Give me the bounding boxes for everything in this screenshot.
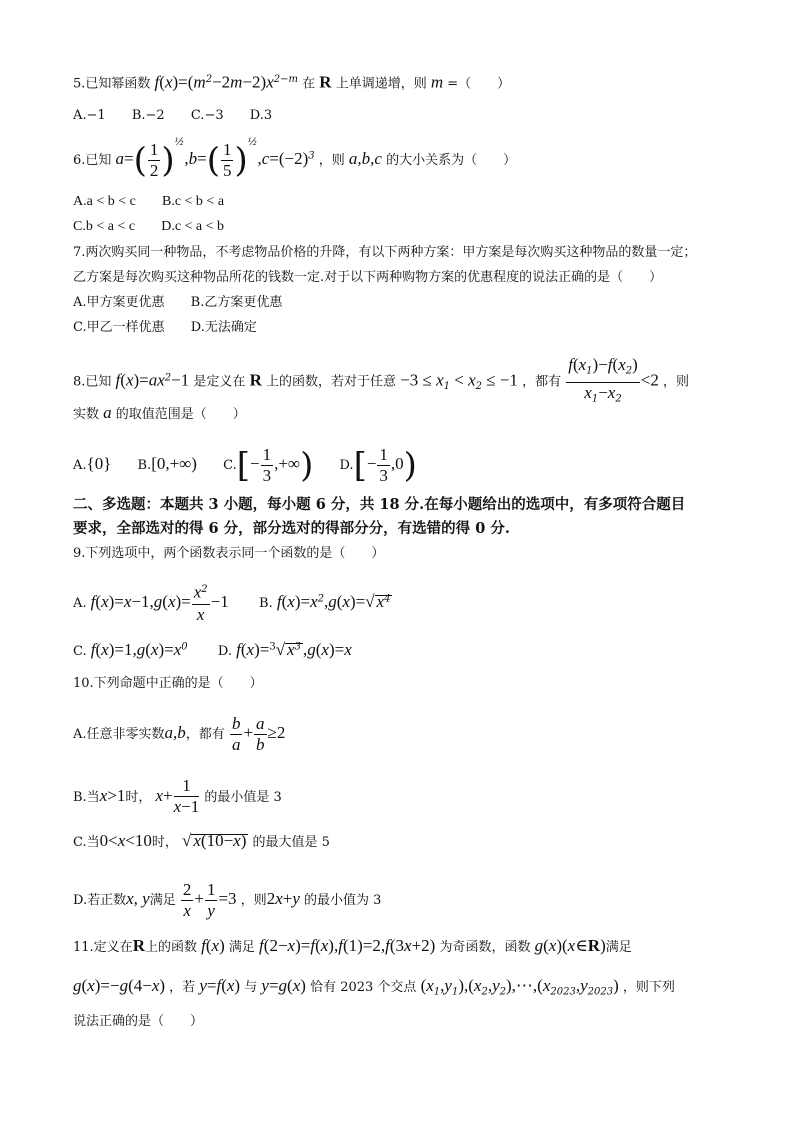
q8-option-c[interactable]: C.[− $\frac{1}{3}$ ,+∞) — [223, 445, 314, 486]
q6-stem: 6.已知 a=( $\frac{1}{2}$ )$^{\frac{1}{2}}$,b=( $\frac{1}{5}$ )$^{\frac{1}{2}},c=(-2)^3$ ，则 a,b,c 的大小关系为（ ） — [73, 136, 517, 181]
q5-options — [73, 108, 272, 124]
q8-line2: 实数 a 的取值范围是（ ） — [73, 403, 246, 422]
q10-option-b[interactable]: B.当x>1时， x+ $\frac{1}{x-1}$ 的最小值是 3 — [73, 776, 282, 816]
q10-option-a[interactable]: A.任意非零实数a,b，都有 $\frac{b}{a}$ + $\frac{a}{b}$ ≥2 — [73, 714, 286, 754]
q6-option-c[interactable]: C.b < a < c — [73, 219, 136, 234]
q5-formula: f — [154, 72, 160, 92]
q5-option-c[interactable]: C.−3 — [190, 108, 224, 123]
q8-option-a[interactable]: A.{0} — [73, 454, 112, 473]
section2-heading-line2: 要求，全部选对的得 6 分，部分选对的得部分分，有选错的得 0 分. — [73, 520, 510, 537]
q6-option-d[interactable]: D.c < a < b — [161, 219, 225, 234]
q5-option-d[interactable]: D.3 — [249, 108, 273, 123]
q7-option-b[interactable]: B.乙方案更优惠 — [190, 295, 283, 310]
q8-stem: 8.已知 $f(x)=ax^2-1$ 是定义在 R 上的函数，若对于任意 $-3 \le x_1 < x_2 \le -1$ ，都有 $\frac{f(x_1)-f(x_2)}{x_1-x_2}$ <2 ，则 — [73, 355, 690, 405]
q7-options-row2 — [73, 320, 257, 336]
q6-options-row2 — [73, 219, 224, 235]
q7-option-d[interactable]: D.无法确定 — [190, 320, 257, 335]
q5-stem: 5.已知幂函数 $f(x)=(m^2-2m-2)x^{2-m}$ 在 R 上单调递增，则 m =（ ） — [73, 72, 511, 92]
q10-stem: 10.下列命题中正确的是（ ） — [73, 676, 263, 691]
q9-option-c[interactable]: C. $f(x)=1,g(x)=x^0$ — [73, 640, 188, 660]
q6-options-row1 — [73, 194, 224, 210]
q9-stem: 9.下列选项中，两个函数表示同一个函数的是（ ） — [73, 546, 385, 561]
q9-option-b[interactable]: B. $f(x)=x^2,g(x)=√$ $x^4$ — [259, 592, 391, 612]
q5-lead: 5.已知幂函数 — [73, 76, 151, 92]
q7-option-a[interactable]: A.甲方案更优惠 — [73, 295, 165, 310]
q6-option-a[interactable]: A.a < b < c — [73, 194, 136, 209]
q5-option-b[interactable]: B.−2 — [131, 108, 165, 123]
q8-option-b[interactable]: B.[0,+∞) — [137, 454, 197, 473]
section2-heading-line1: 二、多选题：本题共 3 小题，每小题 6 分，共 18 分.在每小题给出的选项中，有多项符合题目 — [73, 496, 686, 513]
q11-line3: 说法正确的是（ ） — [73, 1014, 204, 1029]
q5-option-a[interactable]: A.−1 — [73, 108, 106, 123]
q9-option-d[interactable]: D. f(x)=$^3$√ $x^3$ ,g(x)=x — [217, 640, 352, 660]
q7-options-row1 — [73, 295, 282, 311]
q9-option-a[interactable]: A. f(x)=x−1,g(x)= $\frac{x^2}{x}$ −1 — [73, 596, 229, 611]
q9-options-row1 — [73, 580, 392, 627]
q10-option-c[interactable]: C.当0<x<10时， √ x(10−x) 的最大值是 5 — [73, 831, 330, 850]
q10-option-d[interactable]: D.若正数x, y满足 $\frac{2}{x}$ + $\frac{1}{y}$ =3 ，则2x+y 的最小值为 3 — [73, 880, 382, 920]
q8-option-d[interactable]: D.[− $\frac{1}{3}$ ,0) — [339, 445, 417, 486]
q11-line2: g(x)=−g(4−x) ，若 y=f(x) 与 y=g(x) 恰有 2023 个交点 $(x_1,y_1),(x_2,y_2),\cdots,(x_{2023},y_{2023})$ ，则下列 — [73, 976, 675, 998]
q6-option-b[interactable]: B.c < b < a — [161, 194, 225, 209]
q7-option-c[interactable]: C.甲乙一样优惠 — [73, 320, 165, 335]
q7-line2: 乙方案是每次购买这种物品所花的钱数一定.对于以下两种购物方案的优惠程度的说法正确的是（ ） — [73, 270, 663, 285]
q9-options-row2 — [73, 640, 352, 660]
q8-options — [73, 445, 417, 486]
q7-line1: 7.两次购买同一种物品，不考虑物品价格的升降，有以下两种方案：甲方案是每次购买这种物品的数量一定； — [73, 245, 697, 260]
q11-line1: 11.定义在R上的函数 f(x) 满足 f(2−x)=f(x),f(1)=2,f(3x+2) 为奇函数，函数 g(x)(x∈R)满足 — [73, 936, 632, 955]
